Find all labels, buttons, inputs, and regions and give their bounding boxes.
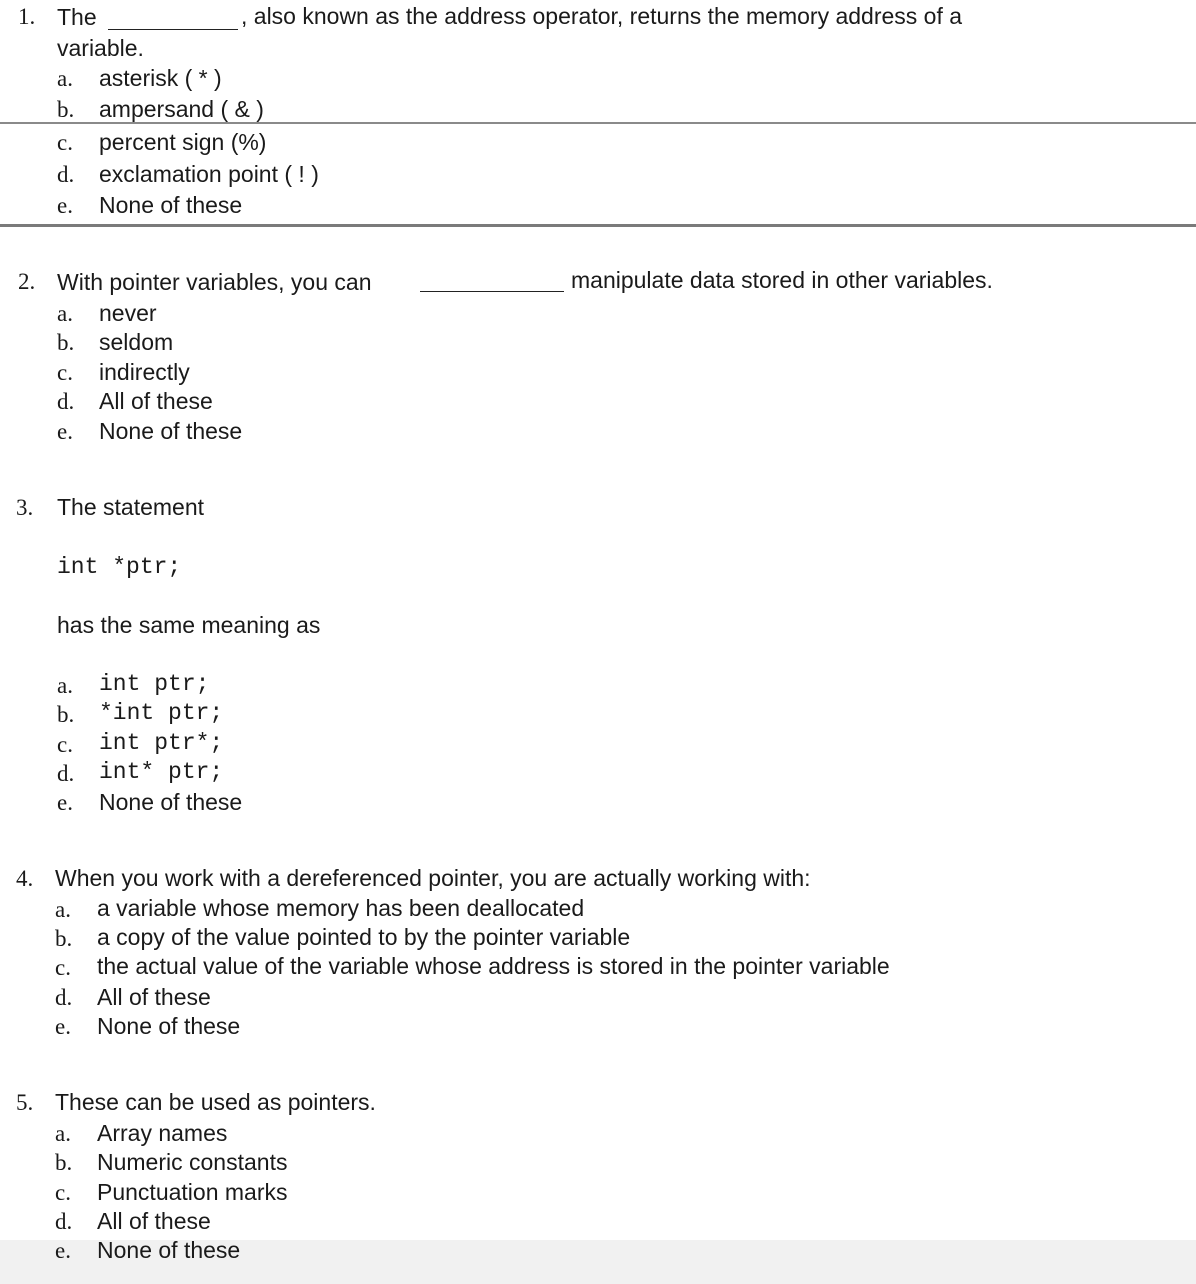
option-text: asterisk ( * ): [99, 65, 222, 91]
option-code: int* ptr;: [99, 759, 224, 785]
option-text: a variable whose memory has been deallocated: [97, 895, 585, 921]
option-text: a copy of the value pointed to by the pointer variable: [97, 924, 631, 950]
option-text: seldom: [99, 329, 174, 355]
option-code: int ptr;: [99, 671, 210, 697]
option-letter: c.: [57, 732, 73, 757]
option-letter: d.: [55, 985, 73, 1010]
question-stem: The: [57, 4, 97, 30]
option-text: the actual value of the variable whose address is stored in the pointer variable: [97, 953, 890, 979]
option-letter: e.: [57, 193, 73, 218]
option-letter: d.: [57, 162, 75, 187]
option-letter: c.: [55, 955, 71, 980]
option-text: exclamation point ( ! ): [99, 161, 319, 187]
question-stem: These can be used as pointers.: [55, 1089, 376, 1115]
option-text: percent sign (%): [99, 129, 267, 155]
option-letter: e.: [55, 1238, 71, 1263]
question-stem: The statement: [57, 494, 205, 520]
answer-blank: [108, 28, 238, 30]
option-code: int ptr*;: [99, 730, 224, 756]
question-stem-cont: manipulate data stored in other variables.: [571, 267, 993, 293]
option-text: None of these: [99, 789, 243, 815]
option-letter: d.: [55, 1209, 73, 1234]
option-letter: a.: [57, 66, 73, 91]
question-stem: With pointer variables, you can: [57, 269, 372, 295]
option-text: All of these: [99, 388, 213, 414]
question-stem-cont: , also known as the address operator, returns the memory address of a: [241, 3, 963, 29]
option-text: indirectly: [99, 359, 190, 385]
question-number: 5.: [16, 1090, 34, 1115]
question-stem-cont: has the same meaning as: [57, 612, 321, 638]
option-text: ampersand ( & ): [99, 96, 264, 122]
question-stem: When you work with a dereferenced pointer, you are actually working with:: [55, 865, 811, 891]
option-text: Array names: [97, 1120, 228, 1146]
option-letter: c.: [57, 130, 73, 155]
option-text: None of these: [97, 1013, 241, 1039]
option-letter: d.: [57, 761, 75, 786]
question-number: 4.: [16, 866, 34, 891]
option-letter: a.: [57, 673, 73, 698]
option-text: Numeric constants: [97, 1149, 288, 1175]
option-letter: b.: [55, 1150, 73, 1175]
option-text: Punctuation marks: [97, 1179, 288, 1205]
option-letter: b.: [57, 97, 75, 122]
code-snippet: int *ptr;: [57, 554, 182, 580]
option-letter: a.: [55, 1121, 71, 1146]
option-text: None of these: [99, 192, 243, 218]
option-letter: e.: [55, 1014, 71, 1039]
option-letter: e.: [57, 419, 73, 444]
question-stem-wrap: variable.: [57, 35, 144, 61]
option-letter: e.: [57, 790, 73, 815]
question-number: 3.: [16, 495, 34, 520]
option-text: All of these: [97, 1208, 211, 1234]
question-number: 2.: [18, 269, 36, 294]
option-text: None of these: [97, 1237, 241, 1263]
option-letter: b.: [57, 702, 75, 727]
option-text: never: [99, 300, 157, 326]
option-letter: d.: [57, 389, 75, 414]
scan-line: [0, 224, 1196, 227]
option-letter: b.: [55, 926, 73, 951]
option-text: All of these: [97, 984, 211, 1010]
answer-blank: [420, 290, 564, 292]
option-letter: b.: [57, 330, 75, 355]
question-number: 1.: [18, 4, 36, 29]
option-text: None of these: [99, 418, 243, 444]
option-letter: a.: [57, 301, 73, 326]
option-code: *int ptr;: [99, 700, 224, 726]
option-letter: c.: [55, 1180, 71, 1205]
option-letter: c.: [57, 360, 73, 385]
option-letter: a.: [55, 897, 71, 922]
